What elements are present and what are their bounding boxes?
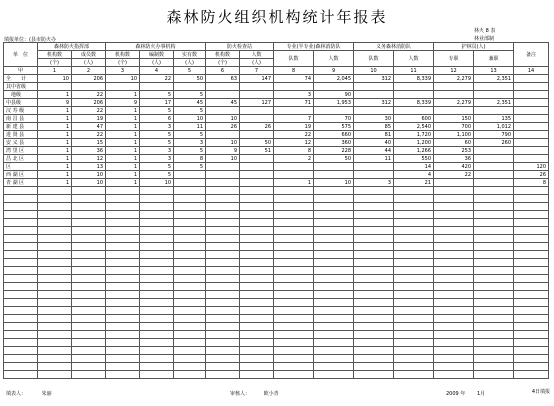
row-cell	[394, 107, 434, 115]
row-cell	[206, 91, 240, 99]
row-cell: 4	[394, 171, 434, 179]
row-cell	[314, 83, 354, 91]
row-cell: 2,045	[314, 75, 354, 83]
row-cell: 1	[106, 131, 140, 139]
row-cell	[514, 115, 549, 123]
row-cell: 10	[38, 75, 72, 83]
row-region-name: 中县级	[4, 99, 38, 107]
row-cell	[514, 75, 549, 83]
row-cell	[274, 163, 314, 171]
row-region-name: 新 建 县	[4, 123, 38, 131]
row-cell: 1	[38, 147, 72, 155]
row-cell: 1	[106, 155, 140, 163]
unit-off-count: (个)	[106, 59, 140, 67]
row-cell: 5	[140, 131, 174, 139]
row-cell: 22	[72, 131, 106, 139]
row-cell: 60	[434, 139, 474, 147]
row-cell: 74	[274, 75, 314, 83]
row-cell: 575	[314, 123, 354, 131]
row-cell: 10	[206, 139, 240, 147]
report-table	[3, 42, 549, 379]
colno: 5	[174, 67, 206, 75]
row-cell: 2,279	[434, 99, 474, 107]
row-cell: 5	[174, 131, 206, 139]
row-cell: 700	[434, 123, 474, 131]
row-cell: 10	[314, 179, 354, 187]
row-cell: 12	[72, 155, 106, 163]
row-cell: 1	[106, 107, 140, 115]
table-row	[4, 75, 549, 83]
table-row	[4, 99, 549, 107]
header-station: 防火检查站	[206, 43, 274, 51]
row-cell: 9	[38, 99, 72, 107]
row-cell: 1,012	[474, 123, 514, 131]
table-row	[4, 163, 549, 171]
row-cell	[434, 179, 474, 187]
header-command: 森林防火指挥部	[38, 43, 106, 51]
header-region: 单 位	[4, 43, 38, 67]
sub-vol-count: 队数	[354, 51, 394, 67]
row-cell	[474, 155, 514, 163]
row-cell	[240, 91, 274, 99]
reviewer-label: 审核人：	[230, 391, 251, 397]
colno: 2	[72, 67, 106, 75]
table-row	[4, 107, 549, 115]
row-cell: 5	[140, 107, 174, 115]
unit-off-staff: (人)	[140, 59, 174, 67]
colno: 4	[140, 67, 174, 75]
row-cell	[206, 131, 240, 139]
row-cell	[514, 107, 549, 115]
row-cell: 11	[354, 155, 394, 163]
row-cell: 9	[106, 99, 140, 107]
row-cell: 1	[38, 171, 72, 179]
row-cell: 11	[174, 123, 206, 131]
colno: 7	[240, 67, 274, 75]
row-cell	[514, 155, 549, 163]
table-row	[4, 171, 549, 179]
sub-cmd-members: 成员数	[72, 51, 106, 59]
row-cell: 50	[314, 155, 354, 163]
footer-month: 1月	[476, 391, 486, 397]
sub-vol-people: 人数	[394, 51, 434, 67]
row-cell: 1	[106, 179, 140, 187]
unit-cmd-members: (人)	[72, 59, 106, 67]
row-cell: 206	[72, 75, 106, 83]
row-cell	[434, 107, 474, 115]
row-cell	[240, 171, 274, 179]
row-cell: 260	[474, 139, 514, 147]
row-cell: 7	[274, 115, 314, 123]
row-cell	[206, 179, 240, 187]
footer-reviewer	[230, 390, 279, 397]
row-cell	[394, 91, 434, 99]
row-cell: 120	[514, 163, 549, 171]
row-region-name: 西 湖 区	[4, 171, 38, 179]
row-cell: 550	[394, 155, 434, 163]
row-cell: 36	[72, 147, 106, 155]
unit-cmd-count: (个)	[38, 59, 72, 67]
row-cell: 22	[434, 171, 474, 179]
row-cell: 26	[514, 171, 549, 179]
row-cell	[314, 171, 354, 179]
row-cell: 17	[140, 99, 174, 107]
row-cell	[206, 83, 240, 91]
row-cell: 2	[274, 155, 314, 163]
row-cell: 5	[174, 91, 206, 99]
footer-report-date: 4日填报	[531, 389, 550, 395]
row-cell	[140, 83, 174, 91]
row-cell: 1	[106, 147, 140, 155]
reviewer-name: 欧小青	[263, 391, 279, 397]
row-cell	[474, 83, 514, 91]
colno: 12	[434, 67, 474, 75]
row-cell: 5	[140, 91, 174, 99]
form-id-number: 林火 8 表	[474, 28, 496, 34]
row-cell	[240, 163, 274, 171]
sub-off-count: 机构数	[106, 51, 140, 59]
row-cell: 1	[38, 115, 72, 123]
row-cell	[474, 163, 514, 171]
row-cell: 45	[206, 99, 240, 107]
colno: 11	[394, 67, 434, 75]
row-cell	[314, 107, 354, 115]
row-cell: 253	[434, 147, 474, 155]
row-cell: 127	[240, 99, 274, 107]
row-cell	[354, 91, 394, 99]
row-cell: 790	[474, 131, 514, 139]
row-region-name: 安 义 县	[4, 139, 38, 147]
row-cell: 10	[72, 171, 106, 179]
footer-year-label: 年	[460, 391, 466, 397]
sub-cmd-count: 机构数	[38, 51, 72, 59]
table-row	[4, 123, 549, 131]
row-cell: 8	[274, 147, 314, 155]
sub-off-actual: 实有数	[174, 51, 206, 59]
row-cell	[72, 83, 106, 91]
row-cell: 1,953	[314, 99, 354, 107]
sub-st-count: 机构数	[206, 51, 240, 59]
colno: 8	[274, 67, 314, 75]
row-cell: 206	[72, 99, 106, 107]
row-cell: 600	[394, 115, 434, 123]
row-cell	[314, 163, 354, 171]
row-cell: 50	[174, 75, 206, 83]
row-cell: 10	[206, 155, 240, 163]
column-number-row	[4, 67, 549, 75]
row-cell: 360	[314, 139, 354, 147]
row-cell: 1	[38, 123, 72, 131]
row-cell: 10	[174, 115, 206, 123]
row-cell	[38, 83, 72, 91]
row-cell	[474, 107, 514, 115]
row-cell	[514, 91, 549, 99]
header-office: 森林防火办事机构	[106, 43, 206, 51]
row-cell: 22	[72, 91, 106, 99]
row-cell: 10	[140, 179, 174, 187]
row-cell: 312	[354, 99, 394, 107]
sub-pro-count: 队数	[274, 51, 314, 67]
unit-off-actual: (人)	[174, 59, 206, 67]
row-cell: 45	[174, 99, 206, 107]
row-cell: 1	[38, 131, 72, 139]
row-cell	[174, 171, 206, 179]
row-cell: 50	[240, 139, 274, 147]
row-cell: 15	[72, 139, 106, 147]
row-cell: 1	[38, 163, 72, 171]
table-row	[4, 179, 549, 187]
report-title: 森林防火组织机构统计年报表	[166, 8, 388, 26]
row-cell: 10	[72, 179, 106, 187]
row-cell: 1	[106, 115, 140, 123]
colno: 3	[106, 67, 140, 75]
row-cell: 1,200	[394, 139, 434, 147]
row-cell	[106, 83, 140, 91]
row-cell: 312	[354, 75, 394, 83]
row-cell: 51	[240, 147, 274, 155]
row-cell: 1,100	[434, 131, 474, 139]
row-region-name: 地级	[4, 91, 38, 99]
row-cell: 1	[106, 171, 140, 179]
row-cell: 147	[240, 75, 274, 83]
row-cell	[206, 107, 240, 115]
row-cell	[514, 131, 549, 139]
filler-label: 填表人：	[6, 391, 27, 397]
row-cell	[354, 171, 394, 179]
footer-year: 2009	[446, 391, 459, 397]
row-cell	[514, 123, 549, 131]
colno: 6	[206, 67, 240, 75]
colno: 9	[314, 67, 354, 75]
row-cell	[174, 83, 206, 91]
sub-st-people: 人数	[240, 51, 274, 59]
row-cell	[474, 91, 514, 99]
row-region-name: 区	[4, 163, 38, 171]
row-region-name: 青 湖 区	[4, 179, 38, 187]
row-cell	[434, 91, 474, 99]
row-cell: 3	[140, 155, 174, 163]
row-cell: 660	[314, 131, 354, 139]
row-cell: 36	[434, 155, 474, 163]
row-cell	[274, 83, 314, 91]
footer-filler	[6, 390, 52, 397]
sub-off-staff: 编制数	[140, 51, 174, 59]
row-region-name: 全 计	[4, 75, 38, 83]
row-cell	[240, 155, 274, 163]
row-cell: 63	[206, 75, 240, 83]
row-cell: 5	[174, 107, 206, 115]
table-row	[4, 115, 549, 123]
row-cell	[354, 83, 394, 91]
table-body	[4, 75, 549, 187]
header-ranger: 护林员(人)	[434, 43, 514, 51]
sub-ranger-full: 专职	[434, 51, 474, 67]
row-cell	[354, 107, 394, 115]
form-id-issuer: 林业部制	[474, 36, 495, 42]
row-cell	[514, 147, 549, 155]
row-cell: 22	[140, 75, 174, 83]
row-cell: 71	[274, 99, 314, 107]
row-cell: 5	[140, 171, 174, 179]
row-cell: 2,351	[474, 99, 514, 107]
row-cell: 3	[274, 91, 314, 99]
row-cell: 8	[174, 155, 206, 163]
row-cell: 1	[274, 179, 314, 187]
row-cell	[474, 179, 514, 187]
row-cell: 1,720	[394, 131, 434, 139]
row-cell	[240, 179, 274, 187]
row-cell: 47	[72, 123, 106, 131]
colno: 1	[38, 67, 72, 75]
row-region-name: 汉 寿 级	[4, 107, 38, 115]
row-cell	[240, 115, 274, 123]
row-region-name: 南 昌 县	[4, 115, 38, 123]
row-cell: 1	[38, 155, 72, 163]
row-region-name: 进 贤 县	[4, 131, 38, 139]
reporting-unit: 填报单位：(县市防火办	[4, 37, 56, 43]
row-cell: 8,339	[394, 75, 434, 83]
colno: 13	[474, 67, 514, 75]
row-cell: 420	[434, 163, 474, 171]
table-row	[4, 91, 549, 99]
colno: 10	[354, 67, 394, 75]
table-row	[4, 139, 549, 147]
row-cell: 44	[354, 147, 394, 155]
row-cell: 1,266	[394, 147, 434, 155]
row-cell: 19	[274, 123, 314, 131]
form-id	[474, 27, 495, 43]
row-cell: 3	[140, 147, 174, 155]
row-cell: 1	[106, 123, 140, 131]
row-cell: 150	[434, 115, 474, 123]
row-cell: 90	[314, 91, 354, 99]
row-cell: 40	[354, 139, 394, 147]
row-cell: 10	[106, 75, 140, 83]
row-cell	[514, 139, 549, 147]
row-cell: 2,279	[434, 75, 474, 83]
row-cell: 19	[72, 115, 106, 123]
row-region-name: 其中省级	[4, 83, 38, 91]
colno: 14	[514, 67, 549, 75]
row-cell	[206, 163, 240, 171]
row-cell: 5	[140, 139, 174, 147]
row-cell: 21	[394, 179, 434, 187]
row-cell: 3	[354, 179, 394, 187]
colno-label: 甲	[4, 67, 38, 75]
row-cell: 10	[206, 115, 240, 123]
row-cell	[240, 131, 274, 139]
row-cell	[354, 163, 394, 171]
row-cell: 2,540	[394, 123, 434, 131]
footer-date	[446, 390, 485, 397]
row-cell: 228	[314, 147, 354, 155]
row-cell	[514, 99, 549, 107]
row-cell	[240, 83, 274, 91]
row-cell: 26	[206, 123, 240, 131]
row-cell	[274, 171, 314, 179]
sub-pro-people: 人数	[314, 51, 354, 67]
row-cell: 26	[240, 123, 274, 131]
row-cell	[240, 107, 274, 115]
row-cell: 1	[106, 91, 140, 99]
table-row	[4, 83, 549, 91]
row-cell	[206, 171, 240, 179]
row-cell: 1	[106, 163, 140, 171]
row-cell: 13	[72, 163, 106, 171]
row-cell: 6	[140, 115, 174, 123]
header-volunteer: 义务森林消防队	[354, 43, 434, 51]
unit-st-count: (个)	[206, 59, 240, 67]
row-cell: 135	[474, 115, 514, 123]
row-cell	[274, 107, 314, 115]
header-pro-team: 专业(半专业)森林消防队	[274, 43, 354, 51]
row-cell: 8	[514, 179, 549, 187]
unit-st-people: (人)	[240, 59, 274, 67]
table-row	[4, 147, 549, 155]
row-cell: 12	[274, 139, 314, 147]
row-cell: 70	[314, 115, 354, 123]
row-cell: 81	[354, 131, 394, 139]
row-region-name: 昌 北 区	[4, 155, 38, 163]
row-cell: 85	[354, 123, 394, 131]
row-cell: 1	[38, 139, 72, 147]
row-cell: 5	[174, 147, 206, 155]
row-cell: 5	[174, 163, 206, 171]
row-cell: 1	[106, 139, 140, 147]
row-cell: 14	[394, 163, 434, 171]
row-cell	[514, 83, 549, 91]
row-cell: 30	[354, 115, 394, 123]
row-cell: 1	[38, 91, 72, 99]
row-cell: 8,339	[394, 99, 434, 107]
table-row	[4, 131, 549, 139]
row-cell: 9	[206, 147, 240, 155]
filler-name: 朱丽	[41, 391, 52, 397]
header-remark: 备注	[514, 43, 549, 67]
row-cell	[434, 83, 474, 91]
row-cell: 22	[72, 107, 106, 115]
row-cell: 3	[174, 139, 206, 147]
sub-ranger-part: 兼职	[474, 51, 514, 67]
row-cell	[394, 83, 434, 91]
row-cell	[474, 171, 514, 179]
row-cell	[174, 179, 206, 187]
row-cell: 1	[38, 107, 72, 115]
row-cell: 22	[274, 131, 314, 139]
row-cell: 5	[140, 163, 174, 171]
table-row	[4, 155, 549, 163]
row-cell	[474, 147, 514, 155]
row-cell: 1	[38, 179, 72, 187]
row-cell: 2,351	[474, 75, 514, 83]
row-region-name: 湾 里 区	[4, 147, 38, 155]
row-cell: 3	[140, 123, 174, 131]
